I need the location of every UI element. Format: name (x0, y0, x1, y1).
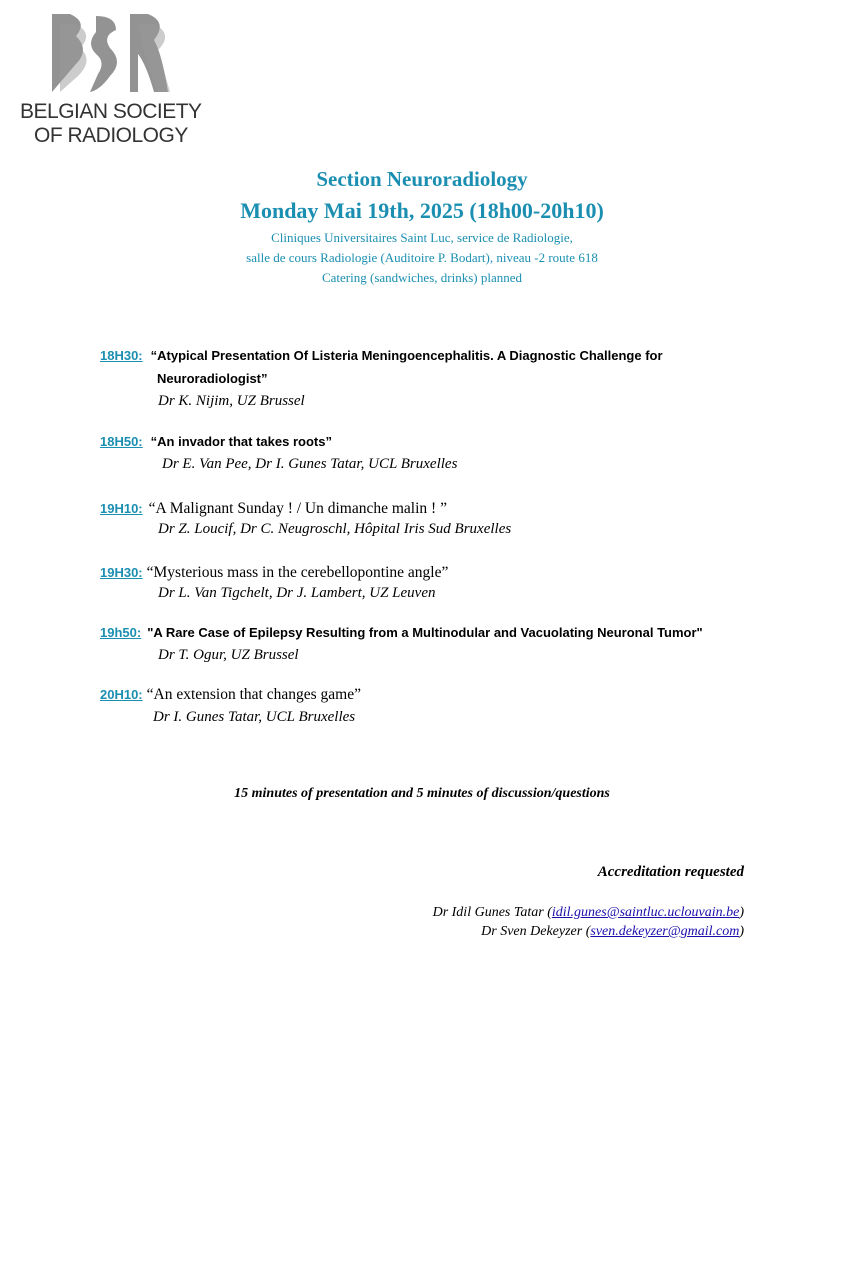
location-line2: salle de cours Radiologie (Auditoire P. Bodart), niveau -2 route 618 (246, 250, 598, 265)
contact-suffix: ) (739, 924, 744, 939)
contact-suffix: ) (739, 905, 744, 920)
talk-title: "A Rare Case of Epilepsy Resulting from a Multinodular and Vacuolating Neuronal Tumor" (147, 625, 703, 640)
contact-line (433, 905, 744, 921)
contact-line (481, 924, 744, 940)
talk-title: “An extension that changes game” (146, 686, 361, 703)
speakers: Dr T. Ogur, UZ Brussel (158, 647, 299, 663)
contact-name: Dr Idil Gunes Tatar ( (432, 905, 552, 920)
speakers: Dr L. Van Tigchelt, Dr J. Lambert, UZ Leuven (158, 585, 436, 601)
speakers: Dr I. Gunes Tatar, UCL Bruxelles (153, 709, 356, 725)
event-date: Monday Mai 19th, 2025 (18h00-20h10) (240, 198, 604, 223)
speakers: Dr K. Nijim, UZ Brussel (158, 393, 305, 409)
contact-name: Dr Sven Dekeyzer ( (481, 924, 591, 939)
time-link[interactable]: 19H10: (100, 501, 143, 516)
time-link[interactable]: 19H30: (100, 565, 143, 580)
accreditation-note: Accreditation requested (597, 864, 744, 880)
talk-title: “Atypical Presentation Of Listeria Meningoencephalitis. A Diagnostic Challenge for (150, 348, 663, 363)
time-link[interactable]: 18H50: (100, 434, 143, 449)
catering-note: Catering (sandwiches, drinks) planned (321, 270, 522, 285)
time-link[interactable]: 18H30: (100, 348, 143, 363)
talk-title-cont: Neuroradiologist” (157, 371, 268, 386)
bsr-logo-mark (50, 14, 190, 96)
logo-text-line1: BELGIAN SOCIETY (20, 100, 202, 123)
time-link[interactable]: 19h50: (100, 625, 142, 640)
speakers: Dr E. Van Pee, Dr I. Gunes Tatar, UCL Bruxelles (162, 456, 458, 472)
logo-text-line2: OF RADIOLOGY (34, 124, 188, 147)
email-link[interactable]: sven.dekeyzer@gmail.com (590, 924, 740, 939)
talk-title: “Mysterious mass in the cerebellopontine angle” (146, 564, 449, 581)
email-link[interactable]: idil.gunes@saintluc.uclouvain.be (551, 905, 740, 920)
talk-title: “An invador that takes roots” (150, 434, 332, 449)
format-note: 15 minutes of presentation and 5 minutes of discussion/questions (234, 786, 610, 801)
speakers: Dr Z. Loucif, Dr C. Neugroschl, Hôpital Iris Sud Bruxelles (158, 521, 512, 537)
talk-title: “A Malignant Sunday ! / Un dimanche malin ! ” (148, 500, 447, 517)
section-title: Section Neuroradiology (316, 167, 528, 191)
time-link[interactable]: 20H10: (100, 687, 143, 702)
location-line1: Cliniques Universitaires Saint Luc, service de Radiologie, (271, 230, 573, 245)
bsr-logo (20, 14, 200, 148)
